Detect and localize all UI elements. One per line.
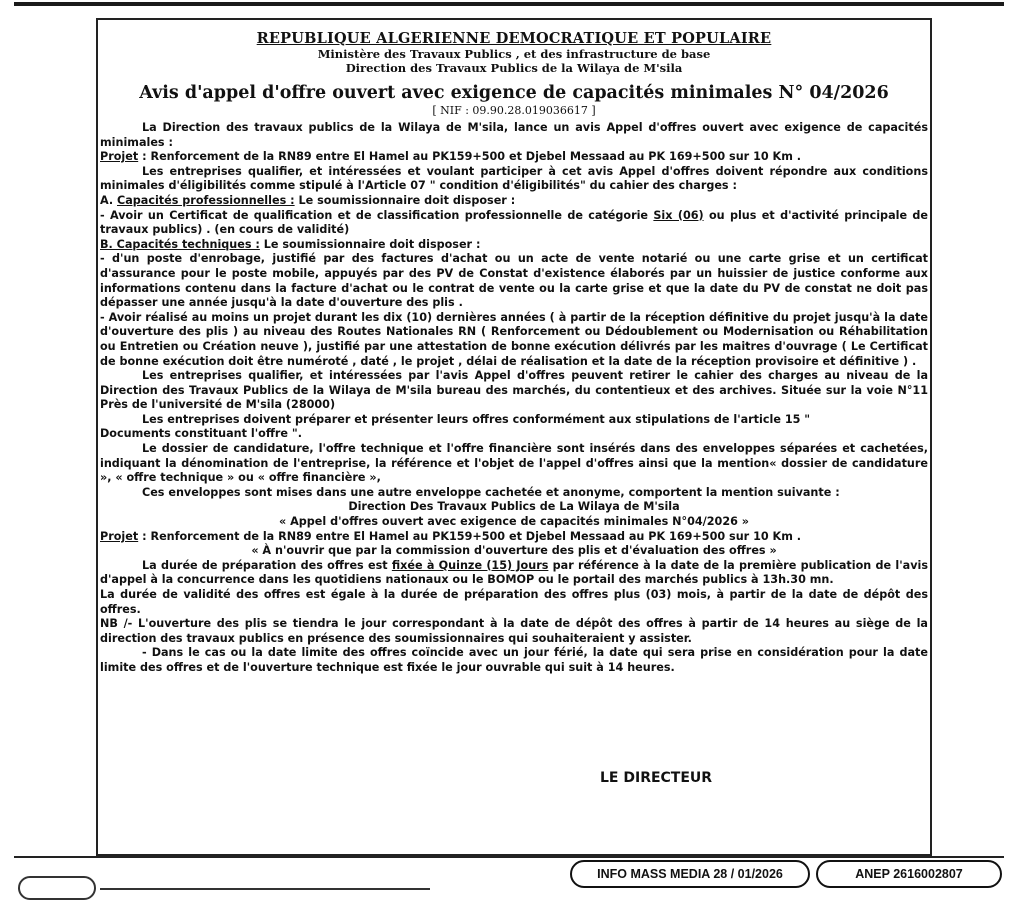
duree-paragraph (100, 559, 928, 588)
nb-paragraph: NB /- L'ouverture des plis se tiendra le jour correspondant à la date de dépôt des offres à partir de 14 heures au siège de la direction des travaux publics en présence des soumissionnaires qui souhaiteraient y assister. (100, 617, 928, 645)
project-label: Projet (100, 150, 139, 164)
top-rule (14, 2, 1004, 6)
eligibility-paragraph: Les entreprises qualifier, et intéressées et voulant participer à cet avis Appel d'offres doivent répondre aux conditions minimales d'éligibilités comme stipulé à l'Article 07 " condition d'éligibilités" du cahier des charges : (100, 164, 928, 193)
project-paragraph (100, 150, 928, 165)
footer-line (100, 888, 430, 890)
retrait-paragraph: Les entreprises qualifier, et intéressées par l'avis Appel d'offres peuvent retirer le cahier des charges au niveau de la Direction des Travaux Publics de la Wilaya de M'sila bureau des marchés, du contentieux et des archives. Située sur la voie N°11 Près de l'université de M'sila (28000) (100, 369, 928, 412)
publisher-logo-icon (18, 876, 96, 900)
preparation-paragraph: Les entreprises doivent préparer et présenter leurs offres conformément aux stipulations de l'article 15 " (142, 412, 811, 426)
envelope-project-label: Projet (100, 529, 139, 543)
envelope-line-3: « À n'ouvrir que par la commission d'ouverture des plis et d'évaluation des offres » (251, 544, 777, 558)
project-text: : Renforcement de la RN89 entre El Hamel au PK159+500 et Djebel Messaad au PK 169+500 sur 10 Km . (138, 150, 802, 164)
envelope-paragraph: Ces enveloppes sont mises dans une autre enveloppe cachetée et anonyme, comportent la mention suivante : (142, 485, 840, 499)
preparation-paragraph-end: Documents constituant l'offre ". (100, 427, 302, 441)
cap-pro-text: Le soumissionnaire doit disposer : (294, 193, 516, 207)
country-title: REPUBLIQUE ALGERIENNE DEMOCRATIQUE ET POPULAIRE (256, 30, 772, 47)
notice-page (100, 24, 928, 676)
cap-pro-prefix: A. (100, 193, 118, 207)
notice-title: Avis d'appel d'offre ouvert avec exigence de capacités minimales N° 04/2026 (139, 83, 889, 103)
bottom-rule (14, 856, 1004, 858)
anep-tag: ANEP 2616002807 (816, 860, 1002, 888)
media-tag: INFO MASS MEDIA 28 / 01/2026 (570, 860, 810, 888)
cap-pro-heading (100, 194, 928, 209)
envelope-line-2: « Appel d'offres ouvert avec exigence de capacités minimales N°04/2026 » (278, 515, 750, 529)
cap-tech-heading (100, 238, 928, 253)
duree-fixed: fixée à Quinze (15) Jours (391, 558, 549, 572)
cap-tech-item-1: - d'un poste d'enrobage, justifié par des factures d'achat ou un acte de vente notarié ou une carte grise et un certificat d'assurance pour le poste mobile, appuyés par des PV de Constat d'existence élaborés par un huissier de justice conforme aux informations contenu dans la facture d'achat ou le contrat de vente ou la carte grise et que la date du PV de constat ne doit pas dépasser une année jusqu'à la date d'ouverture des plis . (100, 252, 928, 310)
ministry-line: Ministère des Travaux Publics , et des infrastructure de base (317, 47, 711, 61)
cap-tech-text: Le soumissionnaire doit disposer : (259, 237, 481, 251)
envelope-project-text: : Renforcement de la RN89 entre El Hamel au PK159+500 et Djebel Messaad au PK 169+500 sur 10 Km . (138, 529, 802, 543)
cap-pro-item (100, 209, 928, 238)
ferie-paragraph: - Dans le cas ou la date limite des offres coïncide avec un jour férié, la date qui sera prise en considération pour la date limite des offres et de l'ouverture technique est fixée le jour ouvrable qui suit à 14 heures. (100, 646, 928, 674)
nif-number: [ NIF : 09.90.28.019036617 ] (432, 104, 596, 117)
cap-pro-label: Capacités professionnelles : (117, 193, 295, 207)
directorate-line: Direction des Travaux Publics de la Wilaya de M'sila (345, 61, 683, 75)
cap-tech-label: B. Capacités techniques : (100, 237, 260, 251)
notice-body (100, 121, 928, 676)
duree-a: La durée de préparation des offres est (142, 558, 392, 572)
cap-tech-item-2: - Avoir réalisé au moins un projet durant les dix (10) dernières années ( à partir de la réception définitive du projet jusqu'à la date d'ouverture des plis ) au niveau des Routes Nationales RN ( Renforcement ou Dédoublement ou Modernisation ou Réhabilitation ou Entretien ou Création neuve ), justifié par une attestation de bonne exécution délivrés par les maitres d'ouvrage ( Le Certificat de bonne exécution doit être numéroté , daté , le projet , délai de réalisation et la date de la réception provisoire et définitive ) . (100, 310, 928, 368)
notice-header (100, 30, 928, 117)
duree-b: par référence à la date de la première publication de l'avis d'appel à la concurrence dans les quotidiens nationaux ou le BOMOP ou le portail des marchés publics à 13h.30 mn. (100, 558, 928, 587)
envelope-project (100, 530, 928, 545)
intro-paragraph: La Direction des travaux publics de la Wilaya de M'sila, lance un avis Appel d'offres ouvert avec exigence de capacités minimales : (100, 121, 928, 149)
envelope-line-1: Direction Des Travaux Publics de La Wilaya de M'sila (348, 500, 680, 514)
cap-pro-item-a: - Avoir un Certificat de qualification et de classification professionnelle de catégorie (100, 208, 654, 222)
cap-pro-category: Six (06) (653, 208, 704, 222)
signature: LE DIRECTEUR (600, 770, 713, 786)
cap-pro-item-b: ou plus et d'activité principale de travaux publics) . (en cours de validité) (100, 208, 928, 237)
dossier-paragraph: Le dossier de candidature, l'offre technique et l'offre financière sont insérés dans des enveloppes séparées et cachetées, indiquant la dénomination de l'entreprise, la référence et l'objet de l'appel d'offres ainsi que la mention« dossier de candidature », « offre technique » ou « offre financière », (100, 442, 928, 485)
validite-paragraph: La durée de validité des offres est égale à la durée de préparation des offres plus (03) mois, à partir de la date de dépôt des offres. (100, 588, 928, 616)
